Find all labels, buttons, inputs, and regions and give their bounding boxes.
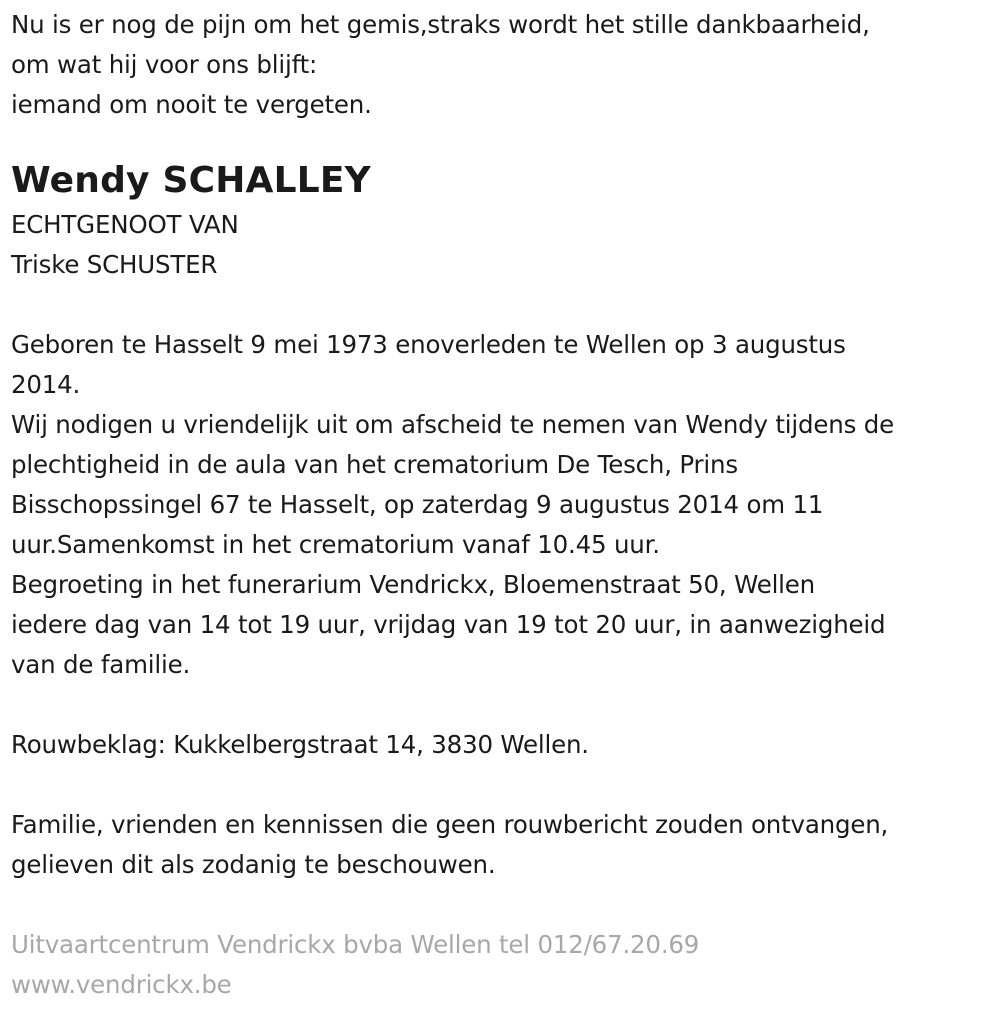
partner-name: Triske SCHUSTER <box>11 250 218 279</box>
intro-line: om wat hij voor ons blijft: <box>11 50 318 79</box>
spacer <box>11 685 996 725</box>
condolence-address: Rouwbeklag: Kukkelbergstraat 14, 3830 Wellen. <box>11 730 589 759</box>
relation-label: ECHTGENOOT VAN <box>11 210 239 239</box>
body-line: Geboren te Hasselt 9 mei 1973 enoverleden te Wellen op 3 augustus <box>11 330 846 359</box>
body-line: iedere dag van 14 tot 19 uur, vrijdag van 19 tot 20 uur, in aanwezigheid <box>11 610 886 639</box>
spacer <box>11 765 996 805</box>
announcement-body <box>11 325 996 685</box>
intro-line: Nu is er nog de pijn om het gemis,straks wordt het stille dankbaarheid, <box>11 10 870 39</box>
funeral-home-info: Uitvaartcentrum Vendrickx bvba Wellen tel 012/67.20.69 <box>11 930 700 959</box>
notice-line: gelieven dit als zodanig te beschouwen. <box>11 850 496 879</box>
intro-line: iemand om nooit te vergeten. <box>11 90 372 119</box>
body-line: Bisschopssingel 67 te Hasselt, op zaterdag 9 augustus 2014 om 11 <box>11 490 824 519</box>
deceased-name: Wendy SCHALLEY <box>11 160 371 201</box>
body-line: Begroeting in het funerarium Vendrickx, Bloemenstraat 50, Wellen <box>11 570 815 599</box>
notice-line: Familie, vrienden en kennissen die geen rouwbericht zouden ontvangen, <box>11 810 889 839</box>
notice-text <box>11 805 996 885</box>
body-line: 2014. <box>11 370 81 399</box>
footer <box>11 925 996 1005</box>
obituary-document <box>11 5 996 1005</box>
spacer <box>11 285 996 325</box>
body-line: plechtigheid in de aula van het crematorium De Tesch, Prins <box>11 450 738 479</box>
website-link[interactable]: www.vendrickx.be <box>11 970 232 999</box>
intro-poem <box>11 5 996 125</box>
spacer <box>11 885 996 925</box>
body-line: Wij nodigen u vriendelijk uit om afscheid te nemen van Wendy tijdens de <box>11 410 894 439</box>
body-line: van de familie. <box>11 650 191 679</box>
body-line: uur.Samenkomst in het crematorium vanaf 10.45 uur. <box>11 530 660 559</box>
